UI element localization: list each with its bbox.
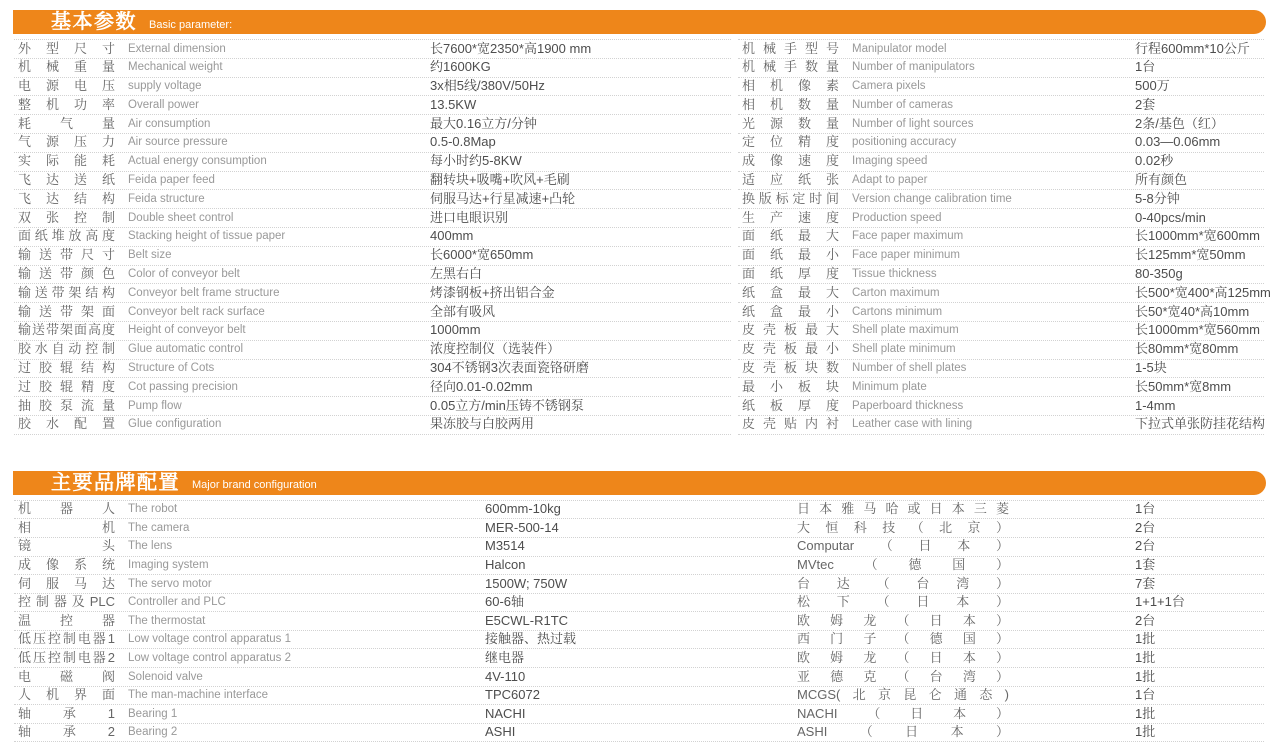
param-label-cn: 输送带架面 bbox=[18, 303, 115, 319]
param-value: 进口电眼识别 bbox=[430, 209, 509, 225]
spec-row bbox=[738, 134, 1264, 153]
param-value: 左黑右白 bbox=[430, 266, 483, 282]
param-label-en: Air consumption bbox=[128, 117, 211, 130]
param-label-cn: 光源数量 bbox=[742, 115, 839, 131]
param-label-en: Number of manipulators bbox=[852, 61, 975, 74]
param-value: 烤漆钢板+挤出铝合金 bbox=[430, 284, 555, 300]
param-label-cn: 机械重量 bbox=[18, 59, 115, 75]
component-label-en: Bearing 2 bbox=[128, 726, 178, 739]
param-label-cn: 飞达送纸 bbox=[18, 172, 115, 188]
param-label-en: Number of light sources bbox=[852, 117, 974, 130]
basic-parameters-title-cn: 基本参数 bbox=[51, 11, 137, 33]
param-label-en: Stacking height of tissue paper bbox=[128, 230, 286, 243]
param-label-cn: 成像速度 bbox=[742, 153, 839, 169]
component-model: NACHI bbox=[485, 705, 526, 721]
component-label-cn: 控制器及PLC bbox=[18, 594, 115, 610]
spec-row bbox=[14, 360, 731, 379]
param-value: 长125mm*宽50mm bbox=[1135, 247, 1246, 263]
spec-row bbox=[738, 416, 1264, 435]
component-model: 600mm-10kg bbox=[485, 501, 561, 517]
component-brand: ASHI（日本） bbox=[797, 724, 1009, 740]
spec-row bbox=[738, 59, 1264, 78]
component-label-cn: 电磁阀 bbox=[18, 668, 115, 684]
param-value: 行程600mm*10公斤 bbox=[1135, 40, 1250, 56]
param-label-en: Minimum plate bbox=[852, 380, 927, 393]
component-model: 继电器 bbox=[485, 649, 525, 665]
param-label-en: Pump flow bbox=[128, 399, 182, 412]
param-value: 果冻胶与白胶两用 bbox=[430, 416, 535, 432]
spec-row bbox=[738, 78, 1264, 97]
component-label-cn: 低压控制电器1 bbox=[18, 631, 115, 647]
param-label-en: Mechanical weight bbox=[128, 61, 223, 74]
component-label-cn: 相机 bbox=[18, 519, 115, 535]
param-value: 400mm bbox=[430, 228, 474, 244]
brand-row bbox=[14, 724, 1264, 743]
param-value: 2套 bbox=[1135, 96, 1156, 112]
component-brand: 大恒科技（北京） bbox=[797, 519, 1009, 535]
param-label-en: Color of conveyor belt bbox=[128, 268, 240, 281]
param-label-en: Tissue thickness bbox=[852, 268, 937, 281]
component-model: 1500W; 750W bbox=[485, 575, 568, 591]
component-label-en: Solenoid valve bbox=[128, 670, 203, 683]
param-label-en: Feida structure bbox=[128, 192, 205, 205]
param-label-cn: 皮壳板最小 bbox=[742, 341, 839, 357]
param-value: 0-40pcs/min bbox=[1135, 209, 1206, 225]
spec-row bbox=[14, 134, 731, 153]
spec-row bbox=[14, 209, 731, 228]
spec-row bbox=[14, 247, 731, 266]
component-quantity: 1批 bbox=[1135, 724, 1156, 740]
param-label-en: positioning accuracy bbox=[852, 136, 957, 149]
component-label-en: The man-machine interface bbox=[128, 689, 268, 702]
component-quantity: 1批 bbox=[1135, 705, 1156, 721]
component-brand: NACHI（日本） bbox=[797, 705, 1009, 721]
param-label-en: Glue automatic control bbox=[128, 343, 244, 356]
component-label-en: The robot bbox=[128, 503, 178, 516]
param-value: 长1000mm*宽560mm bbox=[1135, 322, 1260, 338]
param-value: 长500*宽400*高125mm bbox=[1135, 284, 1271, 300]
component-brand: MVtec（德国） bbox=[797, 557, 1009, 573]
param-label-en: supply voltage bbox=[128, 80, 202, 93]
param-label-cn: 生产速度 bbox=[742, 209, 839, 225]
param-label-en: Camera pixels bbox=[852, 80, 926, 93]
brand-configuration-section bbox=[0, 471, 1278, 743]
component-model: TPC6072 bbox=[485, 687, 540, 703]
param-value: 长7600*宽2350*高1900 mm bbox=[430, 40, 592, 56]
param-value: 3x相5线/380V/50Hz bbox=[430, 78, 545, 94]
param-value: 长1000mm*宽600mm bbox=[1135, 228, 1260, 244]
component-brand: 台达（台湾） bbox=[797, 575, 1009, 591]
param-label-cn: 整机功率 bbox=[18, 96, 115, 112]
param-label-cn: 实际能耗 bbox=[18, 153, 115, 169]
param-label-en: External dimension bbox=[128, 42, 226, 55]
param-label-cn: 电源电压 bbox=[18, 78, 115, 94]
brand-row bbox=[14, 575, 1264, 594]
component-model: ASHI bbox=[485, 724, 516, 740]
component-label-en: The lens bbox=[128, 540, 173, 553]
param-label-en: Carton maximum bbox=[852, 286, 940, 299]
param-label-cn: 皮壳板最大 bbox=[742, 322, 839, 338]
component-model: Halcon bbox=[485, 557, 526, 573]
param-label-cn: 相机像素 bbox=[742, 78, 839, 94]
component-label-cn: 伺服马达 bbox=[18, 575, 115, 591]
spec-row bbox=[14, 378, 731, 397]
param-label-cn: 皮壳板块数 bbox=[742, 360, 839, 376]
param-label-en: Number of shell plates bbox=[852, 362, 967, 375]
component-model: E5CWL-R1TC bbox=[485, 612, 569, 628]
spec-row bbox=[14, 322, 731, 341]
spec-row bbox=[738, 209, 1264, 228]
component-quantity: 1+1+1台 bbox=[1135, 594, 1185, 610]
param-value: 下拉式单张防挂花结构 bbox=[1135, 416, 1266, 432]
param-label-en: Cot passing precision bbox=[128, 380, 238, 393]
param-label-cn: 胶水自动控制 bbox=[18, 341, 115, 357]
param-label-cn: 最小板块 bbox=[742, 378, 839, 394]
param-value: 304不锈钢3次表面瓷铬研磨 bbox=[430, 360, 589, 376]
spec-row bbox=[738, 378, 1264, 397]
spec-row bbox=[738, 266, 1264, 285]
param-label-cn: 输送带颜色 bbox=[18, 266, 115, 282]
param-label-cn: 纸盒最大 bbox=[742, 284, 839, 300]
basic-parameters-left-table bbox=[14, 39, 731, 435]
spec-row bbox=[738, 228, 1264, 247]
basic-parameters-section bbox=[0, 10, 1278, 435]
param-label-en: Belt size bbox=[128, 249, 172, 262]
param-value: 伺服马达+行星减速+凸轮 bbox=[430, 190, 576, 206]
brand-row bbox=[14, 705, 1264, 724]
component-label-cn: 轴承1 bbox=[18, 705, 115, 721]
param-label-cn: 双张控制 bbox=[18, 209, 115, 225]
brand-row bbox=[14, 557, 1264, 576]
param-label-cn: 胶水配置 bbox=[18, 416, 115, 432]
component-label-en: Bearing 1 bbox=[128, 707, 178, 720]
component-label-cn: 人机界面 bbox=[18, 687, 115, 703]
param-label-cn: 输送带架面高度 bbox=[18, 322, 115, 338]
component-label-en: The thermostat bbox=[128, 614, 206, 627]
component-label-en: Controller and PLC bbox=[128, 596, 226, 609]
param-label-cn: 输送带架结构 bbox=[18, 284, 115, 300]
param-value: 长50mm*宽8mm bbox=[1135, 378, 1232, 394]
param-label-cn: 抽胶泵流量 bbox=[18, 397, 115, 413]
component-label-cn: 成像系统 bbox=[18, 557, 115, 573]
component-label-en: The camera bbox=[128, 521, 190, 534]
brand-configuration-header-bar bbox=[13, 471, 1266, 495]
param-label-en: Overall power bbox=[128, 98, 199, 111]
component-brand: 亚德克（台湾） bbox=[797, 668, 1009, 684]
component-label-en: Imaging system bbox=[128, 559, 209, 572]
brand-row bbox=[14, 519, 1264, 538]
param-value: 每小时约5-8KW bbox=[430, 153, 522, 169]
spec-row bbox=[14, 303, 731, 322]
spec-row bbox=[738, 153, 1264, 172]
component-brand: 欧姆龙（日本） bbox=[797, 649, 1009, 665]
param-value: 0.05立方/min压铸不锈钢泵 bbox=[430, 397, 584, 413]
brand-configuration-table bbox=[14, 500, 1264, 743]
basic-parameters-header-bar bbox=[13, 10, 1266, 34]
spec-row bbox=[14, 284, 731, 303]
param-label-cn: 外型尺寸 bbox=[18, 40, 115, 56]
basic-parameters-title-en: Basic parameter: bbox=[149, 18, 233, 31]
component-brand: 西门子（德国） bbox=[797, 631, 1009, 647]
spec-row bbox=[738, 96, 1264, 115]
component-label-en: Low voltage control apparatus 2 bbox=[128, 651, 292, 664]
component-label-cn: 轴承2 bbox=[18, 724, 115, 740]
param-value: 浓度控制仪（选装件） bbox=[430, 341, 561, 357]
param-label-cn: 纸板厚度 bbox=[742, 397, 839, 413]
param-label-en: Manipulator model bbox=[852, 42, 947, 55]
param-value: 5-8分钟 bbox=[1135, 190, 1180, 206]
component-brand: MCGS(北京昆仑通态) bbox=[797, 687, 1009, 703]
component-quantity: 1批 bbox=[1135, 668, 1156, 684]
param-label-en: Shell plate maximum bbox=[852, 324, 959, 337]
param-label-cn: 过胶辊结构 bbox=[18, 360, 115, 376]
param-label-en: Conveyor belt frame structure bbox=[128, 286, 280, 299]
component-quantity: 1批 bbox=[1135, 631, 1156, 647]
component-label-en: Low voltage control apparatus 1 bbox=[128, 633, 292, 646]
param-value: 1-4mm bbox=[1135, 397, 1176, 413]
param-value: 0.03—0.06mm bbox=[1135, 134, 1221, 150]
param-label-en: Feida paper feed bbox=[128, 174, 215, 187]
param-label-cn: 输送带尺寸 bbox=[18, 247, 115, 263]
spec-row bbox=[738, 172, 1264, 191]
param-value: 约1600KG bbox=[430, 59, 491, 75]
spec-row bbox=[14, 153, 731, 172]
param-label-cn: 皮壳贴内衬 bbox=[742, 416, 839, 432]
component-quantity: 1套 bbox=[1135, 557, 1156, 573]
param-label-cn: 适应纸张 bbox=[742, 172, 839, 188]
brand-configuration-title-cn: 主要品牌配置 bbox=[51, 471, 180, 494]
param-label-en: Leather case with lining bbox=[852, 418, 973, 431]
param-value: 所有颜色 bbox=[1135, 172, 1188, 188]
component-model: 4V-110 bbox=[485, 668, 526, 684]
param-label-en: Number of cameras bbox=[852, 98, 953, 111]
spec-row bbox=[14, 416, 731, 435]
param-label-en: Conveyor belt rack surface bbox=[128, 305, 265, 318]
component-quantity: 2台 bbox=[1135, 538, 1156, 554]
param-label-en: Air source pressure bbox=[128, 136, 228, 149]
component-brand: 日本雅马哈或日本三菱 bbox=[797, 501, 1009, 517]
component-brand: 欧姆龙（日本） bbox=[797, 612, 1009, 628]
spec-row bbox=[738, 40, 1264, 59]
param-label-cn: 面纸最小 bbox=[742, 247, 839, 263]
component-label-cn: 机器人 bbox=[18, 501, 115, 517]
component-quantity: 7套 bbox=[1135, 575, 1156, 591]
param-label-en: Paperboard thickness bbox=[852, 399, 964, 412]
basic-parameters-right-table bbox=[738, 39, 1271, 435]
spec-row bbox=[738, 397, 1264, 416]
spec-row bbox=[14, 341, 731, 360]
component-model: M3514 bbox=[485, 538, 525, 554]
spec-row bbox=[14, 228, 731, 247]
param-label-cn: 机械手型号 bbox=[742, 40, 839, 56]
param-value: 500万 bbox=[1135, 78, 1170, 94]
param-label-en: Shell plate minimum bbox=[852, 343, 956, 356]
param-label-en: Glue configuration bbox=[128, 418, 222, 431]
component-quantity: 1台 bbox=[1135, 501, 1156, 517]
spec-row bbox=[14, 266, 731, 285]
spec-row bbox=[14, 190, 731, 209]
spec-row bbox=[738, 284, 1271, 303]
param-label-cn: 换版标定时间 bbox=[742, 190, 839, 206]
param-label-en: Height of conveyor belt bbox=[128, 324, 246, 337]
spec-row bbox=[738, 322, 1264, 341]
spec-row bbox=[738, 360, 1264, 379]
param-label-en: Structure of Cots bbox=[128, 362, 215, 375]
spec-row bbox=[14, 172, 731, 191]
spec-row bbox=[738, 303, 1264, 322]
component-quantity: 2台 bbox=[1135, 612, 1156, 628]
spec-row bbox=[14, 78, 731, 97]
brand-row bbox=[14, 649, 1264, 668]
spec-row bbox=[738, 190, 1264, 209]
param-value: 翻转块+吸嘴+吹风+毛刷 bbox=[430, 172, 570, 188]
spec-row bbox=[14, 59, 731, 78]
component-brand: Computar（日本） bbox=[797, 538, 1009, 554]
brand-row bbox=[14, 538, 1264, 557]
brand-row bbox=[14, 687, 1264, 706]
param-value: 最大0.16立方/分钟 bbox=[430, 115, 537, 131]
param-label-en: Production speed bbox=[852, 211, 942, 224]
component-label-cn: 低压控制电器2 bbox=[18, 649, 115, 665]
param-label-en: Imaging speed bbox=[852, 155, 928, 168]
param-value: 1台 bbox=[1135, 59, 1156, 75]
param-value: 径向0.01-0.02mm bbox=[430, 378, 533, 394]
param-value: 长6000*宽650mm bbox=[430, 247, 534, 263]
brand-row bbox=[14, 631, 1264, 650]
param-value: 长50*宽40*高10mm bbox=[1135, 303, 1250, 319]
param-label-en: Version change calibration time bbox=[852, 192, 1012, 205]
param-label-en: Double sheet control bbox=[128, 211, 234, 224]
param-label-cn: 定位精度 bbox=[742, 134, 839, 150]
param-label-en: Actual energy consumption bbox=[128, 155, 267, 168]
param-label-cn: 气源压力 bbox=[18, 134, 115, 150]
param-label-en: Face paper minimum bbox=[852, 249, 961, 262]
param-label-cn: 机械手数量 bbox=[742, 59, 839, 75]
brand-configuration-title-en: Major brand configuration bbox=[192, 479, 317, 492]
component-quantity: 1批 bbox=[1135, 649, 1156, 665]
component-brand: 松下（日本） bbox=[797, 594, 1009, 610]
param-label-en: Face paper maximum bbox=[852, 230, 964, 243]
param-label-cn: 飞达结构 bbox=[18, 190, 115, 206]
param-label-cn: 面纸最大 bbox=[742, 228, 839, 244]
brand-row bbox=[14, 501, 1264, 520]
param-value: 全部有吸风 bbox=[430, 303, 496, 319]
component-quantity: 1台 bbox=[1135, 687, 1156, 703]
spec-row bbox=[738, 247, 1264, 266]
spec-row bbox=[14, 115, 731, 134]
param-value: 长80mm*宽80mm bbox=[1135, 341, 1239, 357]
param-label-en: Cartons minimum bbox=[852, 305, 943, 318]
component-label-cn: 镜头 bbox=[18, 538, 115, 554]
param-value: 0.5-0.8Map bbox=[430, 134, 496, 150]
param-value: 2条/基色（红） bbox=[1135, 115, 1224, 131]
param-label-cn: 纸盒最小 bbox=[742, 303, 839, 319]
brand-row bbox=[14, 612, 1264, 631]
spec-row bbox=[14, 40, 731, 59]
component-label-en: The servo motor bbox=[128, 577, 212, 590]
component-quantity: 2台 bbox=[1135, 519, 1156, 535]
param-label-cn: 耗气量 bbox=[18, 115, 115, 131]
spec-row bbox=[738, 115, 1264, 134]
spec-row bbox=[14, 96, 731, 115]
brand-row bbox=[14, 594, 1264, 613]
param-value: 1-5块 bbox=[1135, 360, 1167, 376]
param-label-cn: 相机数量 bbox=[742, 96, 839, 112]
param-value: 13.5KW bbox=[430, 96, 477, 112]
param-value: 80-350g bbox=[1135, 266, 1183, 282]
component-model: 60-6轴 bbox=[485, 594, 525, 610]
param-label-cn: 面纸厚度 bbox=[742, 266, 839, 282]
component-label-cn: 温控器 bbox=[18, 612, 115, 628]
param-value: 0.02秒 bbox=[1135, 153, 1174, 169]
basic-parameters-body bbox=[14, 39, 1278, 435]
param-value: 1000mm bbox=[430, 322, 481, 338]
component-model: 接触器、热过载 bbox=[485, 631, 577, 647]
brand-row bbox=[14, 668, 1264, 687]
spec-row bbox=[738, 341, 1264, 360]
param-label-cn: 面纸堆放高度 bbox=[18, 228, 115, 244]
param-label-cn: 过胶辊精度 bbox=[18, 378, 115, 394]
spec-row bbox=[14, 397, 731, 416]
component-model: MER-500-14 bbox=[485, 519, 559, 535]
param-label-en: Adapt to paper bbox=[852, 174, 928, 187]
